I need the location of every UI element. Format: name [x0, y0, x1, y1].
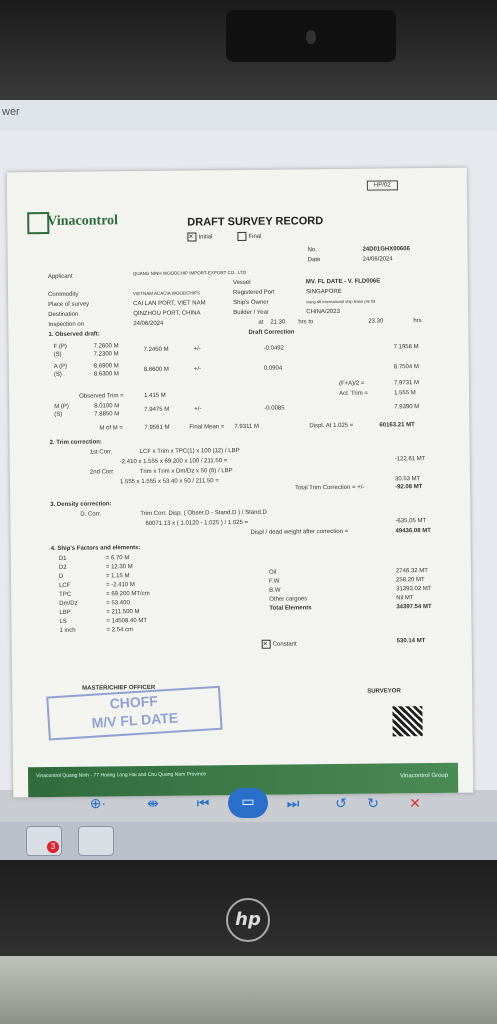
notification-badge: 3: [47, 841, 59, 853]
photo-viewer: [0, 130, 497, 790]
regport-value: SINGAPORE: [305, 288, 342, 296]
dwt-value: 49436.08 MT: [395, 528, 431, 535]
corr2-values: 1.555 x 1.555 x 53.40 x 50 / 211.50 =: [119, 478, 219, 486]
final-mean-label: Final Mean =: [189, 424, 225, 431]
at-value: 21.30: [270, 319, 286, 326]
f-correction: -0.0492: [263, 345, 284, 352]
element-value: 2746.32 MT: [395, 568, 429, 575]
close-button[interactable]: ✕: [409, 795, 421, 811]
f-stbd: 7.2300 M: [93, 351, 119, 358]
vessel-label: Vessel: [232, 279, 251, 287]
final-mean: 7.9311 M: [234, 423, 260, 431]
ship-stamp: CHOFF M/V FL DATE: [46, 686, 222, 741]
fa2-label: (F+A)/2 =: [338, 380, 365, 387]
factor-key: LCF: [59, 582, 71, 589]
laptop-bottom-bezel: [0, 860, 497, 1024]
slideshow-button[interactable]: ▭: [228, 788, 268, 818]
density-corr-values: 60071.13 x ( 1.0120 - 1.025 ) / 1.025 =: [145, 519, 249, 527]
commodity-value: VIETNAM ACACIA WOODCHIPS: [132, 290, 201, 297]
displ-label: Displ. At 1.025 =: [309, 422, 354, 430]
observed-trim: 1.415 M: [144, 392, 166, 399]
previous-button[interactable]: ⏮: [196, 795, 210, 811]
section-trim-correction: 2. Trim correction:: [49, 439, 102, 446]
hp-logo: hp: [226, 898, 270, 942]
m-result: 7.9390 M: [394, 404, 420, 411]
inspection-value: 24/06/2024: [133, 320, 164, 328]
f-result: 7.1958 M: [393, 344, 419, 351]
corr1-result: -122.61 MT: [394, 456, 426, 463]
element-key: F.W: [269, 578, 280, 585]
draft-survey-document: Vinacontrol DRAFT SURVEY RECORD ✕ Initial Final HP/02 No. 24D01GHX00606 Date 24/06/2024 Applicant QUANG NINH WOODCHIP IMPORT-EXPORT CO., LTD Vessel MV. FL DATE - V. FLD006E Commodity VIETNAM ACACIA WOODCHIPS Registered Port SINGAPORE Place of survey CAI LAN PORT, VIET NAM Ship's Owner xiang d8 international ship lease pte ltd Destination QINZHOU PORT, CHINA Builder / Year CHINA/2023 Inspection on 24/06/2024 at 21.30 hrs to 23.30 hrs 1. Observed draft: Draft Correction F (P) 7.2600 M (S) 7.2300 M 7.2450 M +/- -0.0492 7.1958 M A (P) 8.6900 M (S) 8.6300 M 8.6600 M +/- 0.0904 8.7504 M (F+A)/2 = 7.9731 M Observed Trim = 1.415 M Act. Trim = 1.555 M M (P) 8.0100 M (S) 7.8850 M 7.9475 M +/- -0.0085 7.9390 M M of M = 7.9561 M Final Mean = 7.9311 M Displ. At 1.025 = 60163.21 MT 2. Trim correction: 1st Corr. LCF x Trim x TPC(1) x 100 (12) / LBP -2.410 x 1.555 x 69.200 x 100 / 211.50 = -122.61 MT 2nd Corr. Trim x Trim x Dm/Dz x 50 (6) / LBP 1.555 x 1.555 x 53.40 x 50 / 211.50 = 30.53 MT Total Trim Correction = +/- -92.08 MT 3. Density correction: D. Corr. Trim Corr. Disp. ( Obser.D - Stand.D ) / Stand.D 60071.13 x ( 1.0120 - 1.025 ) / 1.025 = -635.05 MT Displ / dead weight after correction = 49436.08 MT 4. Ship's Factors and elements: ✕ Constant 530.14 MT MASTER/CHIEF OFFICER CHOFF M/V FL DATE SURVEYOR Vinacontrol Quang Ninh - 77 Hoang Long Hai and Chu Quang Nam Province Vinacontrol Group D1 = 6.70 M D2 = 12.30 M D = 1.15 M LCF = -2.410 M TPC = 69.200 MT/cm Dm/Dz = 53.400 LBP = 211.500 M LS = 14508.40 MT 1 inch = 2.54 cm Oil 2746.32 MT F.W 258.20 MT B.W 31393.02 MT Other cargoes Nil MT Total Elements 34397.54 MT: [7, 168, 474, 798]
draft-correction-header: Draft Correction: [248, 329, 295, 336]
initial-checkbox: ✕ Initial: [188, 234, 213, 241]
a-port: 8.6900 M: [93, 363, 119, 370]
document-title: DRAFT SURVEY RECORD: [187, 215, 324, 229]
commodity-label: Commodity: [47, 291, 79, 298]
rotate-right-button[interactable]: ↻: [367, 795, 379, 811]
applicant-value: QUANG NINH WOODCHIP IMPORT-EXPORT CO., LTD: [132, 269, 247, 277]
hrs-label: hrs: [413, 318, 422, 325]
brand-name: Vinacontrol: [47, 213, 119, 230]
owner-label: Ship's Owner: [233, 299, 269, 307]
factor-key: 1 inch: [59, 627, 76, 634]
regport-label: Registered Port: [232, 289, 275, 297]
window-titlebar: [0, 100, 497, 130]
density-corr-result: -635.05 MT: [395, 518, 427, 525]
corr1-label: 1st Corr.: [89, 449, 113, 456]
next-button[interactable]: ⏭: [286, 795, 300, 811]
final-checkbox: Final: [237, 232, 261, 241]
applicant-label: Applicant: [47, 273, 73, 281]
m-port: 8.0100 M: [94, 403, 120, 410]
elements-list: [7, 168, 467, 173]
element-key: Other cargoes: [269, 596, 308, 603]
a-result: 8.7504 M: [393, 364, 419, 371]
constant-row: ✕ Constant: [262, 641, 297, 648]
factor-key: D1: [58, 555, 67, 562]
hrs-to-label: hrs to: [298, 319, 314, 326]
act-trim: 1.555 M: [394, 390, 416, 397]
factor-value: = 53.400: [106, 600, 130, 607]
laptop-base: [0, 956, 497, 1024]
factor-key: TPC: [59, 591, 72, 598]
viewer-toolbar: [0, 790, 497, 820]
window-title: wer: [2, 106, 20, 118]
corr1-formula: LCF x Trim x TPC(1) x 100 (12) / LBP: [139, 448, 240, 456]
footer-address: Vinacontrol Quang Ninh - 77 Hoang Long Hai and Chu Quang Nam Province: [36, 771, 207, 780]
element-key: B.W: [269, 587, 281, 594]
mom-value: 7.9561 M: [144, 424, 170, 431]
laptop-screen: [0, 100, 497, 860]
camera-lens: [306, 30, 316, 44]
section-observed-draft: 1. Observed draft:: [48, 331, 100, 338]
builder-value: CHINA/2023: [306, 308, 340, 316]
factor-value: = 2.54 cm: [106, 627, 134, 634]
no-value: 24D01GHX00606: [362, 246, 410, 253]
fit-button[interactable]: ⇼: [147, 795, 159, 811]
a-mean: 8.6600 M: [143, 366, 169, 374]
factor-value: = 69.200 MT/cm: [106, 590, 150, 598]
element-value: Nil MT: [396, 595, 414, 602]
corr2-result: 30.53 MT: [394, 476, 421, 483]
factors-list: [7, 168, 467, 173]
place-label: Place of survey: [48, 301, 90, 308]
m-mean: 7.9475 M: [144, 406, 170, 413]
laptop-top-bezel: [0, 0, 497, 100]
factor-key: D2: [58, 564, 67, 571]
constant-value: 530.14 MT: [396, 638, 426, 645]
section-ship-factors: 4. Ship's Factors and elements:: [50, 545, 141, 552]
factor-value: = 211.500 M: [106, 609, 140, 616]
date-value: 24/06/2024: [362, 256, 393, 263]
f-mean: 7.2450 M: [143, 346, 169, 354]
taskbar-app-zalo[interactable]: [26, 826, 62, 856]
element-value: 34397.54 MT: [396, 603, 432, 611]
corr2-label: 2nd Corr.: [89, 469, 115, 476]
at-label: at: [258, 319, 264, 326]
zoom-button[interactable]: ⊕·: [89, 795, 107, 811]
a-correction: 0.0904: [263, 365, 283, 372]
destination-value: QINZHOU PORT, CHINA: [133, 310, 201, 318]
to-value: 23.30: [368, 318, 384, 325]
taskbar: [0, 822, 497, 860]
qr-code-icon: [392, 706, 422, 736]
total-trim: -92.08 MT: [395, 484, 423, 491]
factor-key: Dm/Dz: [59, 600, 78, 607]
element-key: Total Elements: [269, 605, 312, 612]
surveyor-label: SURVEYOR: [367, 688, 401, 695]
mom-label: M of M =: [99, 425, 123, 432]
factor-key: LBP: [59, 609, 71, 616]
place-value: CAI LAN PORT, VIET NAM: [133, 300, 206, 308]
page-ref: HP/02: [367, 180, 398, 190]
inspection-label: Inspection on: [48, 321, 85, 328]
dwt-label: Displ / dead weight after correction =: [250, 528, 349, 536]
factor-value: = 1.15 M: [105, 573, 130, 580]
section-density-correction: 3. Density correction:: [50, 501, 112, 508]
factor-value: = 14508.40 MT: [106, 617, 148, 625]
vinacontrol-logo-icon: [27, 212, 49, 234]
factor-key: D: [58, 573, 64, 580]
corr1-values: -2.410 x 1.555 x 69.200 x 100 / 211.50 =: [119, 458, 228, 466]
m-stbd: 7.8850 M: [94, 411, 120, 418]
a-stbd: 8.6300 M: [93, 371, 119, 378]
displ-value: 60163.21 MT: [379, 422, 415, 429]
taskbar-app-photo-viewer[interactable]: [78, 826, 114, 856]
act-trim-label: Act. Trim =: [339, 390, 368, 397]
density-corr-formula: Trim Corr. Disp. ( Obser.D - Stand.D ) / Stand.D: [140, 509, 267, 518]
factor-value: = 6.70 M: [105, 555, 130, 562]
observed-trim-label: Observed Trim =: [79, 393, 124, 400]
factor-value: = 12.30 M: [105, 564, 133, 571]
no-label: No.: [307, 247, 317, 254]
destination-label: Destination: [48, 311, 79, 318]
fa2-value: 7.9731 M: [393, 380, 420, 387]
element-key: Oil: [268, 569, 277, 576]
element-value: 258.20 MT: [396, 577, 425, 584]
corr2-formula: Trim x Trim x Dm/Dz x 50 (6) / LBP: [139, 468, 233, 476]
rotate-left-button[interactable]: ↺: [335, 795, 347, 811]
footer-group: Vinacontrol Group: [399, 772, 449, 780]
builder-label: Builder / Year: [233, 309, 269, 317]
date-label: Date: [307, 257, 321, 264]
factor-key: LS: [59, 618, 67, 625]
webcam-cover: [226, 10, 396, 62]
vessel-value: MV. FL DATE - V. FLD006E: [305, 278, 381, 286]
total-trim-label: Total Trim Correction = +/-: [295, 484, 365, 492]
factor-value: = -2.410 M: [106, 582, 135, 589]
owner-value: xiang d8 international ship lease pte ltd: [306, 298, 376, 305]
master-label: MASTER/CHIEF OFFICER: [82, 684, 156, 692]
density-corr-label: D. Corr.: [80, 511, 102, 518]
f-port: 7.2600 M: [93, 343, 119, 350]
element-value: 31393.02 MT: [396, 586, 432, 593]
m-correction: -0.0085: [264, 405, 285, 412]
